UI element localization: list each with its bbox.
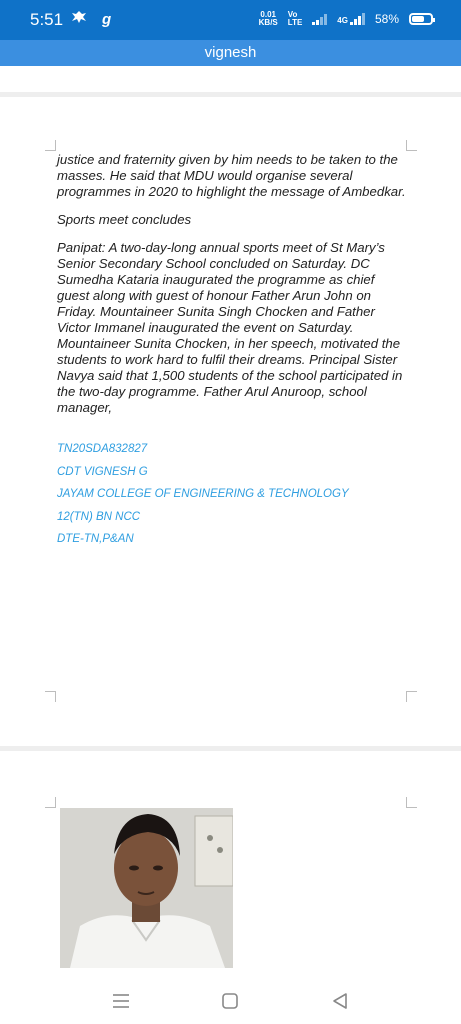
volte-icon: Vo LTE [287,10,303,27]
signature-line: JAYAM COLLEGE OF ENGINEERING & TECHNOLOGY [57,488,349,500]
signature-line: CDT VIGNESH G [57,465,148,478]
signal-2-icon: 4G [337,13,365,25]
page-separator [0,746,461,751]
status-right-icons [259,11,433,27]
status-bar [0,0,461,40]
page-corner-mark [406,140,417,151]
signature-block [57,443,349,556]
sim-icon [70,10,88,28]
status-left-icons [70,10,111,28]
signature-line: DTE-TN,P&AN [57,533,134,545]
page-corner-mark [45,797,56,808]
status-time: 5:51 [30,10,64,29]
document-body [57,152,409,428]
page-corner-mark [45,140,56,151]
home-square-icon[interactable] [215,986,245,1016]
page-corner-mark [406,691,417,702]
menu-icon[interactable] [106,986,136,1016]
document-title: vignesh [204,44,257,61]
back-triangle-icon[interactable] [325,986,355,1016]
carrier-icon: g [102,10,112,28]
document-title-bar [0,40,461,66]
section-heading: Sports meet concludes [57,212,192,227]
signature-line: TN20SDA832827 [57,443,148,455]
paragraph: Panipat: A two-day-long annual sports meet of St Mary’s Senior Secondary School concluded on Saturday. DC Sumedha Kataria inaugurated the programme as chief guest along with guest of honour Father Arun John on Friday. Mountaineer Sunita Singh Chocken and Father Victor Immanel inaugurated the event on Saturday. Mountaineer Sunita Chocken, in her speech, motivated the students to work hard to fulfil their dreams. Principal Sister Navya said that 1,500 students of the school participated in the two-day programme. Father Arul Anuroop, school manager, [57,240,403,415]
page-corner-mark [406,797,417,808]
paragraph: justice and fraternity given by him needs to be taken to the masses. He said that MDU would organise several programmes in 2020 to highlight the message of Ambedkar. [57,152,406,199]
battery-icon [409,13,433,25]
signal-1-icon [312,13,327,25]
data-speed: 0.01 KB/S [258,10,278,27]
page-separator [0,92,461,97]
portrait-photo [60,808,233,968]
battery-percent: 58% [374,12,399,26]
signature-line: 12(TN) BN NCC [57,510,141,523]
system-nav-bar [0,978,461,1024]
page-corner-mark [45,691,56,702]
